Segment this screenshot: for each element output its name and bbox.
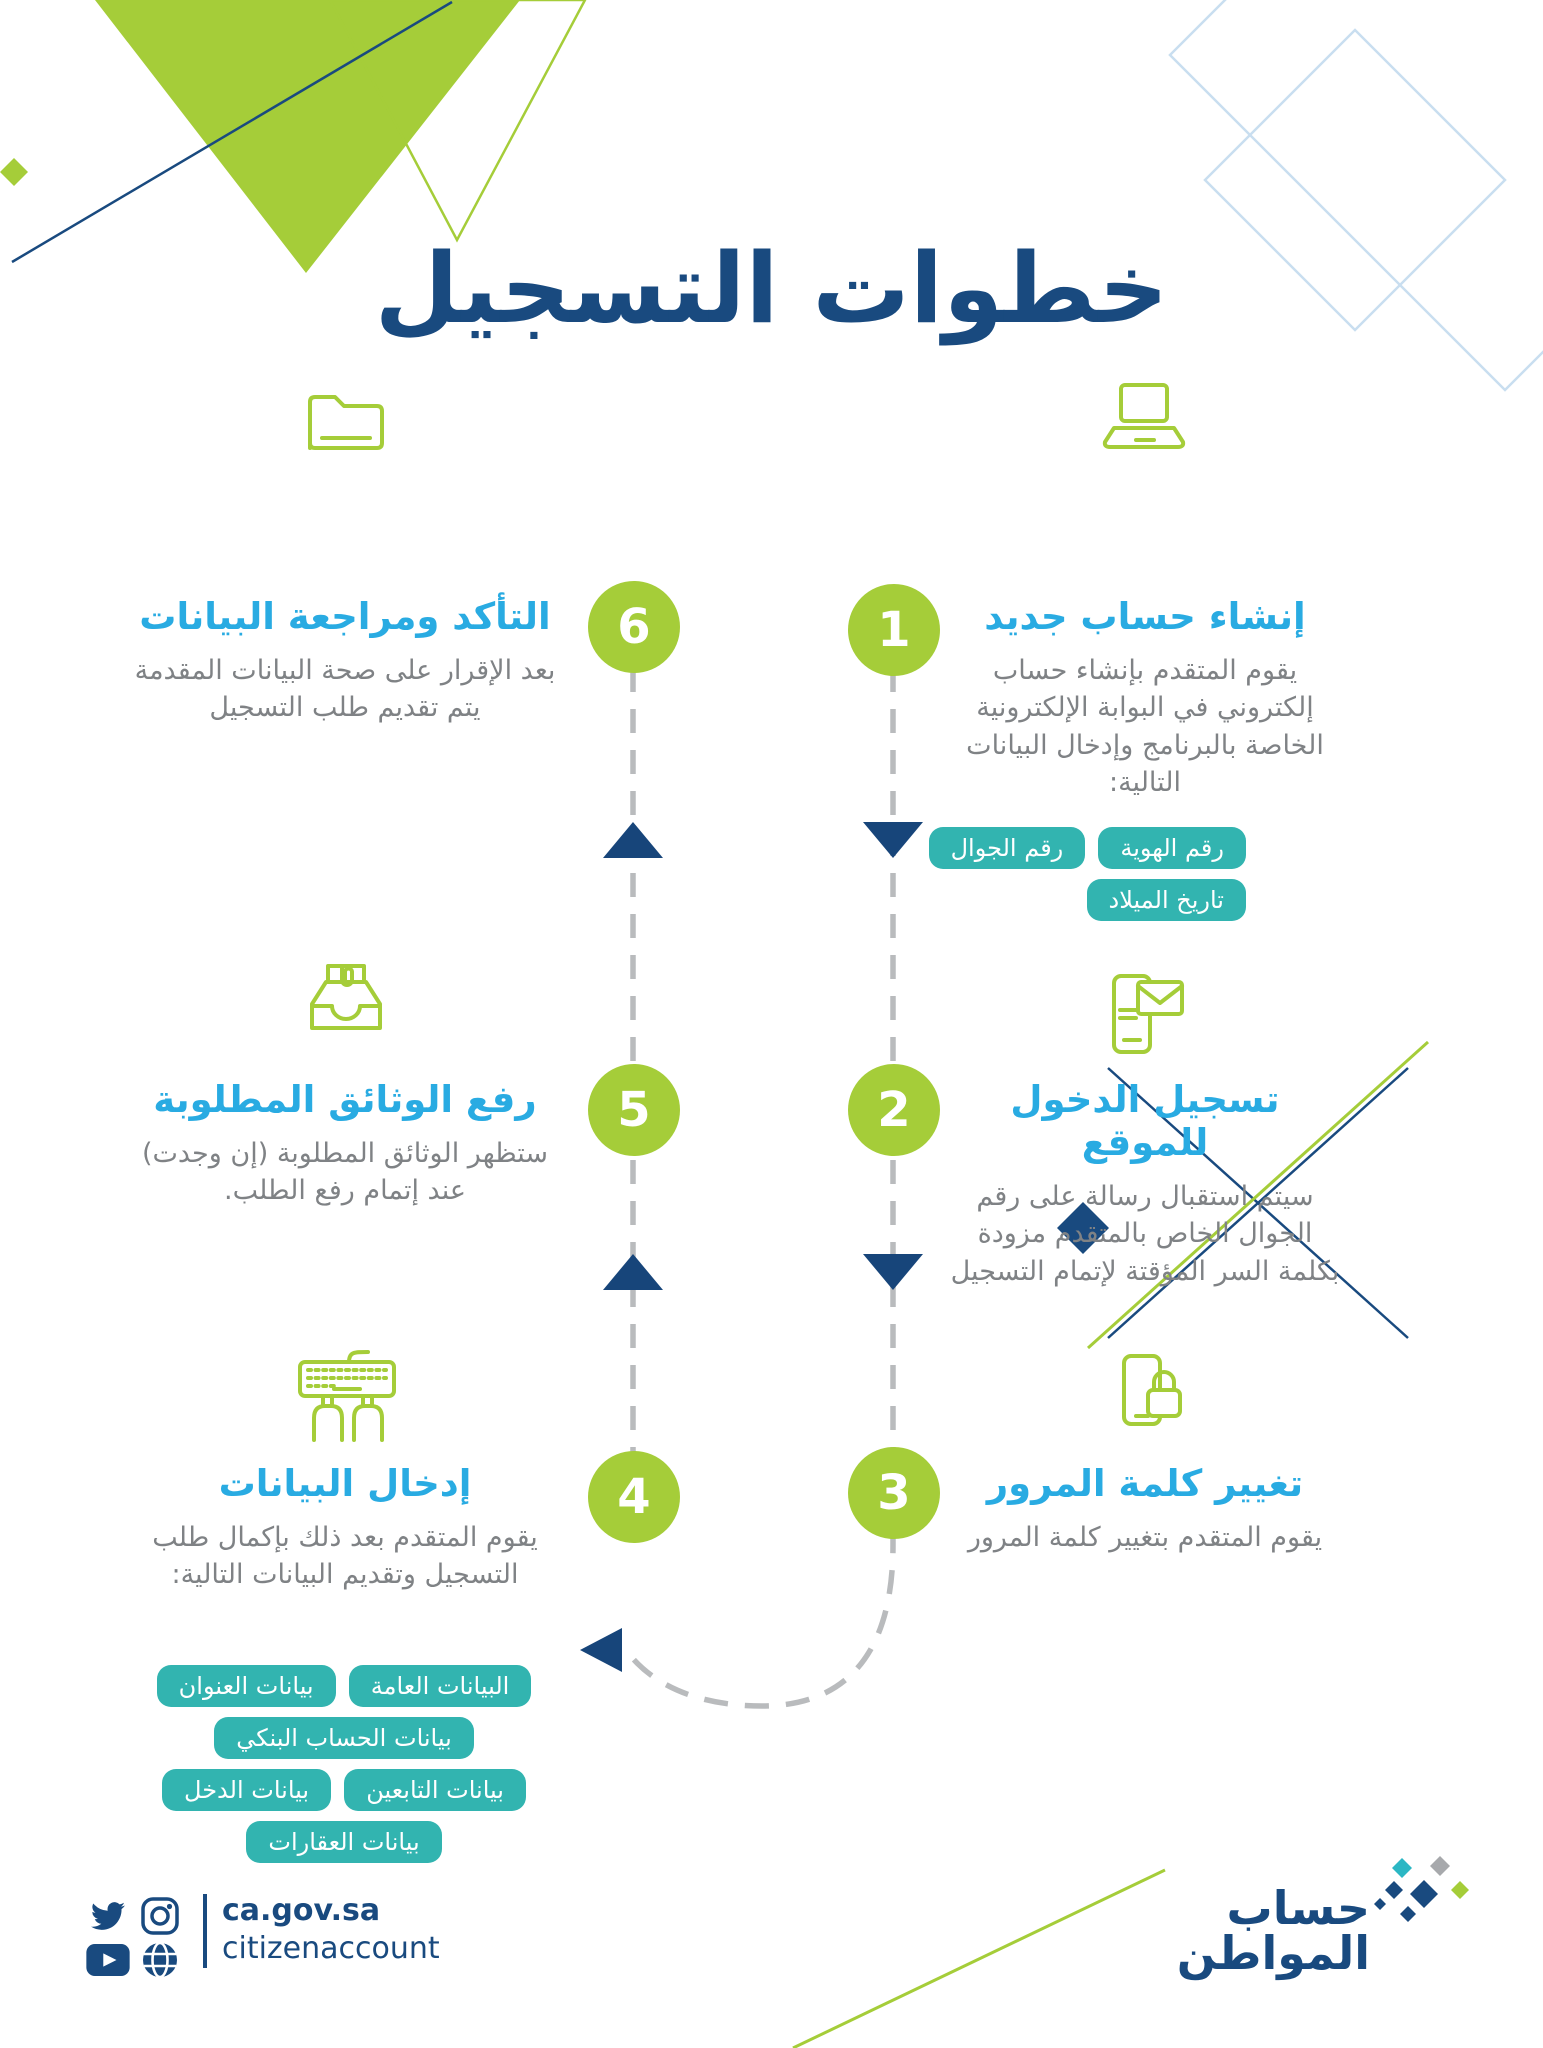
social-icons <box>82 1894 186 1982</box>
step6-block <box>125 595 565 727</box>
step1-block <box>945 595 1345 801</box>
arrow-up-icon <box>603 1254 663 1290</box>
globe-icon <box>140 1940 180 1980</box>
step6-number: 6 <box>617 599 651 655</box>
footer-website: ca.gov.sa <box>222 1893 381 1928</box>
footer-contact <box>222 1892 522 1968</box>
step4-title: إدخال البيانات <box>218 1462 472 1505</box>
citizen-account-logo-mark <box>1372 1856 1472 1926</box>
step3-block <box>945 1462 1345 1556</box>
step3-body: يقوم المتقدم بتغيير كلمة المرور <box>967 1522 1323 1553</box>
step4-block <box>125 1462 565 1594</box>
step1-number-badge <box>848 584 940 676</box>
document-inbox-icon <box>298 962 394 1058</box>
step4-number: 4 <box>617 1469 651 1525</box>
keyboard-hands-icon <box>292 1348 402 1444</box>
step5-number: 5 <box>617 1082 651 1138</box>
mobile-lock-icon <box>1096 1352 1192 1444</box>
footer-divider <box>203 1894 207 1968</box>
step4-pill-group <box>88 1660 600 1868</box>
pill-bank-account-data: بيانات الحساب البنكي <box>214 1717 474 1759</box>
logo-tile-navy <box>1374 1898 1386 1910</box>
laptop-icon <box>1088 382 1198 456</box>
step2-number: 2 <box>877 1082 911 1138</box>
logo-line2: المواطن <box>1176 1926 1370 1981</box>
pill-birth-date: تاريخ الميلاد <box>1087 879 1247 921</box>
logo-tile-navy <box>1400 1906 1416 1922</box>
pill-mobile-number: رقم الجوال <box>929 827 1086 869</box>
logo-tile-teal <box>1392 1858 1412 1878</box>
step6-body: بعد الإقرار على صحة البيانات المقدمة يتم تقديم طلب التسجيل <box>134 655 556 724</box>
pill-real-estate-data: بيانات العقارات <box>246 1821 441 1863</box>
step3-number-badge <box>848 1447 940 1539</box>
step2-title: تسجيل الدخول للموقع <box>1010 1078 1280 1164</box>
step2-number-badge <box>848 1064 940 1156</box>
step5-block <box>125 1078 565 1210</box>
step1-number: 1 <box>877 602 911 658</box>
logo-tile-gray <box>1430 1856 1450 1876</box>
step5-body: ستظهر الوثائق المطلوبة (إن وجدت) عند إتمام رفع الطلب. <box>141 1138 549 1207</box>
step5-number-badge <box>588 1064 680 1156</box>
step6-title: التأكد ومراجعة البيانات <box>139 595 551 638</box>
logo-tile-lime <box>1451 1881 1469 1899</box>
footer-handle: citizenaccount <box>222 1931 440 1966</box>
arrow-up-icon <box>603 822 663 858</box>
step1-body: يقوم المتقدم بإنشاء حساب إلكتروني في البوابة الإلكترونية الخاصة بالبرنامج وإدخال البيانات التالية: <box>966 655 1324 798</box>
youtube-icon <box>86 1944 130 1976</box>
step2-block <box>945 1078 1345 1290</box>
logo-tile-navy <box>1410 1880 1438 1908</box>
pill-row <box>870 874 1250 926</box>
step2-body: سيتم استقبال رسالة على رقم الجوال الخاص بالمتقدم مزودة بكلمة السر المؤقتة لإتمام التسجيل <box>950 1181 1340 1287</box>
step1-pill-group <box>870 822 1250 926</box>
step3-title: تغيير كلمة المرور <box>986 1462 1304 1505</box>
flow-dashed-line-right <box>626 586 893 1706</box>
instagram-icon <box>140 1896 180 1936</box>
step5-title: رفع الوثائق المطلوبة <box>153 1078 537 1121</box>
pill-id-number: رقم الهوية <box>1098 827 1246 869</box>
citizen-account-logo-text <box>1140 1881 1370 1981</box>
pill-row <box>88 1660 600 1764</box>
folder-icon <box>300 386 392 462</box>
step4-body: يقوم المتقدم بعد ذلك بإكمال طلب التسجيل وتقديم البيانات التالية: <box>152 1522 538 1591</box>
logo-line1: حساب <box>1226 1881 1370 1935</box>
logo-tile-navy <box>1385 1881 1403 1899</box>
arrow-down-icon <box>863 1254 923 1290</box>
step3-number: 3 <box>877 1465 911 1521</box>
step4-number-badge <box>588 1451 680 1543</box>
step6-number-badge <box>588 581 680 673</box>
step1-title: إنشاء حساب جديد <box>984 595 1306 638</box>
pill-dependents-data: بيانات التابعين <box>344 1769 526 1811</box>
pill-row <box>88 1764 600 1868</box>
pill-row <box>870 822 1250 874</box>
mobile-message-icon <box>1090 968 1190 1064</box>
pill-address-data: بيانات العنوان <box>157 1665 336 1707</box>
pill-general-data: البيانات العامة <box>349 1665 532 1707</box>
pill-income-data: بيانات الدخل <box>162 1769 331 1811</box>
page-title: خطوات التسجيل <box>374 232 1169 345</box>
twitter-icon <box>88 1899 128 1933</box>
